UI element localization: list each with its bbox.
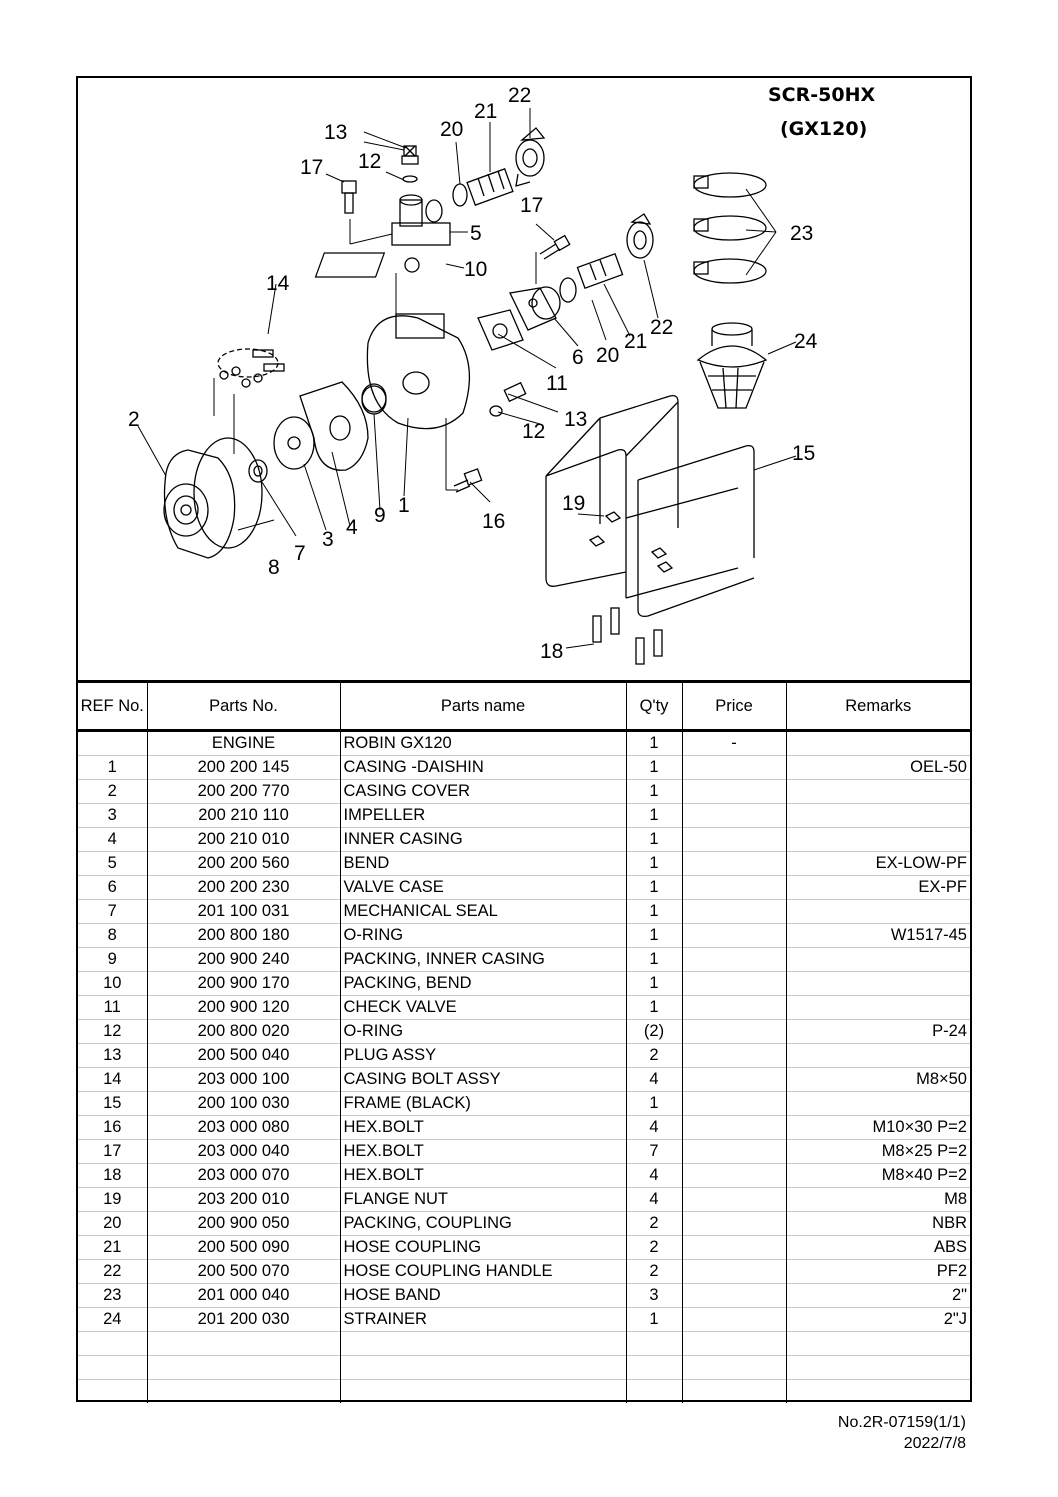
packing-ring-icon bbox=[453, 184, 467, 206]
cell-parts-name: FRAME (BLACK) bbox=[340, 1092, 626, 1116]
cell-parts-no: 200 900 240 bbox=[147, 948, 340, 972]
cell-parts-name: BEND bbox=[340, 852, 626, 876]
cell-ref-no: 8 bbox=[78, 924, 147, 948]
cell-price bbox=[682, 1164, 786, 1188]
cell-price bbox=[682, 804, 786, 828]
casing-bolt-assy-icon bbox=[218, 349, 284, 387]
table-row bbox=[78, 828, 970, 852]
cell-remarks: M8×25 P=2 bbox=[786, 1140, 970, 1164]
col-remarks: Remarks bbox=[786, 682, 970, 731]
cell-remarks: M8×40 P=2 bbox=[786, 1164, 970, 1188]
cell-price bbox=[682, 876, 786, 900]
cell-price bbox=[682, 1068, 786, 1092]
cell-ref-no: 13 bbox=[78, 1044, 147, 1068]
cell-parts-name: PLUG ASSY bbox=[340, 1044, 626, 1068]
cell-price bbox=[682, 1236, 786, 1260]
cell-qty: 1 bbox=[626, 780, 682, 804]
cell-ref-no: 15 bbox=[78, 1092, 147, 1116]
callout-2: 2 bbox=[128, 408, 140, 431]
table-row bbox=[78, 1356, 970, 1380]
col-parts-no: Parts No. bbox=[147, 682, 340, 731]
cell-ref-no: 19 bbox=[78, 1188, 147, 1212]
cell-parts-name bbox=[340, 1380, 626, 1404]
table-row bbox=[78, 780, 970, 804]
callout-13-top: 13 bbox=[324, 121, 348, 144]
cell-qty: 1 bbox=[626, 972, 682, 996]
cell-remarks: EX-PF bbox=[786, 876, 970, 900]
cell-parts-name: HOSE BAND bbox=[340, 1284, 626, 1308]
cell-ref-no: 1 bbox=[78, 756, 147, 780]
cell-parts-name bbox=[340, 1332, 626, 1356]
callout-24: 24 bbox=[794, 330, 818, 353]
packing-ring-icon bbox=[362, 384, 386, 412]
callout-8: 8 bbox=[268, 556, 280, 579]
cell-parts-name: CASING -DAISHIN bbox=[340, 756, 626, 780]
cell-qty: 2 bbox=[626, 1212, 682, 1236]
cell-parts-no: 200 800 180 bbox=[147, 924, 340, 948]
cell-remarks: M8 bbox=[786, 1188, 970, 1212]
callout-11: 11 bbox=[546, 372, 568, 395]
cell-parts-name: PACKING, INNER CASING bbox=[340, 948, 626, 972]
o-ring-icon bbox=[194, 438, 262, 548]
valve-case-icon bbox=[510, 287, 560, 330]
table-row bbox=[78, 1284, 970, 1308]
cell-parts-no: 200 100 030 bbox=[147, 1092, 340, 1116]
cell-parts-name: VALVE CASE bbox=[340, 876, 626, 900]
cell-price bbox=[682, 948, 786, 972]
cell-qty: (2) bbox=[626, 1020, 682, 1044]
cell-qty: 1 bbox=[626, 948, 682, 972]
callout-5: 5 bbox=[470, 222, 482, 245]
cell-parts-name: CASING BOLT ASSY bbox=[340, 1068, 626, 1092]
cell-price bbox=[682, 924, 786, 948]
cell-remarks bbox=[786, 900, 970, 924]
cell-price bbox=[682, 828, 786, 852]
table-row bbox=[78, 996, 970, 1020]
cell-remarks bbox=[786, 1356, 970, 1380]
cell-parts-no bbox=[147, 1356, 340, 1380]
cell-ref-no bbox=[78, 731, 147, 756]
table-row bbox=[78, 804, 970, 828]
casing-cover-icon bbox=[164, 450, 235, 558]
callout-21-top: 21 bbox=[474, 100, 498, 123]
cell-qty: 4 bbox=[626, 1188, 682, 1212]
col-qty: Q'ty bbox=[626, 682, 682, 731]
cell-remarks bbox=[786, 1092, 970, 1116]
table-row bbox=[78, 1236, 970, 1260]
parts-table bbox=[78, 680, 970, 1403]
table-row bbox=[78, 1116, 970, 1140]
table-row bbox=[78, 924, 970, 948]
callout-13-lower: 13 bbox=[564, 408, 588, 431]
cell-qty: 4 bbox=[626, 1164, 682, 1188]
cell-remarks bbox=[786, 828, 970, 852]
cell-ref-no: 6 bbox=[78, 876, 147, 900]
cell-remarks: 2"J bbox=[786, 1308, 970, 1332]
document-date: 2022/7/8 bbox=[903, 1435, 966, 1452]
cell-parts-name: CASING COVER bbox=[340, 780, 626, 804]
hex-bolt-icon bbox=[540, 236, 570, 259]
cell-parts-no: 200 200 145 bbox=[147, 756, 340, 780]
cell-remarks bbox=[786, 731, 970, 756]
callout-12-top: 12 bbox=[358, 150, 382, 173]
cell-remarks: W1517-45 bbox=[786, 924, 970, 948]
check-valve-icon bbox=[478, 310, 523, 350]
cell-qty: 1 bbox=[626, 924, 682, 948]
table-row bbox=[78, 852, 970, 876]
cell-price bbox=[682, 1308, 786, 1332]
cell-remarks bbox=[786, 1044, 970, 1068]
cell-parts-no: 201 200 030 bbox=[147, 1308, 340, 1332]
hose-coupling-icon bbox=[467, 169, 513, 205]
callout-12-lower: 12 bbox=[522, 420, 546, 443]
cell-parts-name: O-RING bbox=[340, 1020, 626, 1044]
cell-parts-name: HEX.BOLT bbox=[340, 1140, 626, 1164]
cell-parts-no: 200 900 170 bbox=[147, 972, 340, 996]
cell-price bbox=[682, 1020, 786, 1044]
cell-remarks bbox=[786, 948, 970, 972]
cell-price bbox=[682, 1044, 786, 1068]
cell-ref-no: 11 bbox=[78, 996, 147, 1020]
plug-icon bbox=[490, 383, 526, 416]
cell-price bbox=[682, 756, 786, 780]
cell-parts-no: 203 200 010 bbox=[147, 1188, 340, 1212]
cell-qty bbox=[626, 1380, 682, 1404]
cell-price bbox=[682, 1332, 786, 1356]
exploded-diagram bbox=[78, 78, 970, 680]
table-header-row bbox=[78, 682, 970, 731]
callout-21-right: 21 bbox=[624, 330, 648, 353]
table-row bbox=[78, 948, 970, 972]
cell-price bbox=[682, 1284, 786, 1308]
callout-19: 19 bbox=[562, 492, 586, 515]
cell-price bbox=[682, 1212, 786, 1236]
cell-parts-no: 201 100 031 bbox=[147, 900, 340, 924]
cell-parts-name: HEX.BOLT bbox=[340, 1116, 626, 1140]
cell-ref-no: 20 bbox=[78, 1212, 147, 1236]
callout-22-top: 22 bbox=[508, 84, 532, 107]
cell-parts-no: 200 900 050 bbox=[147, 1212, 340, 1236]
cell-qty: 1 bbox=[626, 828, 682, 852]
cell-price bbox=[682, 780, 786, 804]
table-row bbox=[78, 1044, 970, 1068]
cell-ref-no: 14 bbox=[78, 1068, 147, 1092]
document-number: No.2R-07159(1/1) bbox=[837, 1414, 966, 1431]
cell-parts-no: 200 800 020 bbox=[147, 1020, 340, 1044]
table-row bbox=[78, 1332, 970, 1356]
document-footer bbox=[838, 1412, 966, 1454]
cell-remarks bbox=[786, 1380, 970, 1404]
callout-6: 6 bbox=[572, 346, 584, 369]
cell-ref-no: 17 bbox=[78, 1140, 147, 1164]
callout-4: 4 bbox=[346, 516, 358, 539]
strainer-icon bbox=[698, 323, 766, 408]
cell-qty: 1 bbox=[626, 996, 682, 1020]
table-row bbox=[78, 731, 970, 756]
cell-parts-no: 200 200 560 bbox=[147, 852, 340, 876]
cell-qty: 7 bbox=[626, 1140, 682, 1164]
table-row bbox=[78, 900, 970, 924]
coupling-handle-icon bbox=[627, 214, 653, 258]
cell-remarks: M10×30 P=2 bbox=[786, 1116, 970, 1140]
engine-subtitle: (GX120) bbox=[780, 118, 868, 140]
cell-price bbox=[682, 900, 786, 924]
cell-qty: 2 bbox=[626, 1044, 682, 1068]
impeller-icon bbox=[274, 417, 314, 469]
cell-qty: 1 bbox=[626, 1092, 682, 1116]
cell-ref-no: 9 bbox=[78, 948, 147, 972]
hex-bolt-icon bbox=[593, 608, 662, 664]
cell-ref-no: 24 bbox=[78, 1308, 147, 1332]
cell-parts-no: 200 200 770 bbox=[147, 780, 340, 804]
cell-parts-name: INNER CASING bbox=[340, 828, 626, 852]
cell-qty bbox=[626, 1356, 682, 1380]
cell-qty: 1 bbox=[626, 876, 682, 900]
cell-remarks: 2" bbox=[786, 1284, 970, 1308]
cell-ref-no: 4 bbox=[78, 828, 147, 852]
cell-ref-no: 10 bbox=[78, 972, 147, 996]
cell-parts-no: 203 000 080 bbox=[147, 1116, 340, 1140]
pump-exploded-drawing bbox=[78, 78, 970, 680]
cell-parts-name: HOSE COUPLING bbox=[340, 1236, 626, 1260]
cell-qty: 2 bbox=[626, 1236, 682, 1260]
hex-bolt-icon bbox=[454, 469, 482, 492]
callout-20-right: 20 bbox=[596, 344, 620, 367]
callout-16: 16 bbox=[482, 510, 506, 533]
cell-ref-no bbox=[78, 1356, 147, 1380]
cell-price bbox=[682, 1188, 786, 1212]
cell-parts-name: MECHANICAL SEAL bbox=[340, 900, 626, 924]
cell-price bbox=[682, 1356, 786, 1380]
callout-15: 15 bbox=[792, 442, 816, 465]
cell-price bbox=[682, 1116, 786, 1140]
cell-parts-name: ROBIN GX120 bbox=[340, 731, 626, 756]
table-row bbox=[78, 1308, 970, 1332]
cell-ref-no: 16 bbox=[78, 1116, 147, 1140]
cell-parts-no: 200 210 010 bbox=[147, 828, 340, 852]
cell-ref-no: 21 bbox=[78, 1236, 147, 1260]
cell-price bbox=[682, 1380, 786, 1404]
cell-remarks: NBR bbox=[786, 1212, 970, 1236]
cell-remarks: EX-LOW-PF bbox=[786, 852, 970, 876]
cell-remarks bbox=[786, 1332, 970, 1356]
cell-parts-name bbox=[340, 1356, 626, 1380]
table-row bbox=[78, 1140, 970, 1164]
cell-parts-name: STRAINER bbox=[340, 1308, 626, 1332]
callout-17-left: 17 bbox=[300, 156, 324, 179]
cell-parts-no: 200 210 110 bbox=[147, 804, 340, 828]
plug-icon bbox=[402, 146, 418, 182]
model-title: SCR-50HX bbox=[768, 84, 876, 106]
table-row bbox=[78, 876, 970, 900]
table-row bbox=[78, 972, 970, 996]
table-row bbox=[78, 1092, 970, 1116]
table-row bbox=[78, 1068, 970, 1092]
cell-ref-no: 23 bbox=[78, 1284, 147, 1308]
cell-parts-no: 203 000 100 bbox=[147, 1068, 340, 1092]
cell-price bbox=[682, 852, 786, 876]
cell-remarks: ABS bbox=[786, 1236, 970, 1260]
callout-17-right: 17 bbox=[520, 194, 544, 217]
cell-price bbox=[682, 996, 786, 1020]
cell-parts-name: HOSE COUPLING HANDLE bbox=[340, 1260, 626, 1284]
cell-remarks bbox=[786, 804, 970, 828]
hose-band-icon bbox=[694, 216, 766, 240]
cell-parts-no: 200 900 120 bbox=[147, 996, 340, 1020]
cell-parts-no: ENGINE bbox=[147, 731, 340, 756]
cell-qty: 1 bbox=[626, 1308, 682, 1332]
callout-20-top: 20 bbox=[440, 118, 464, 141]
cell-parts-no bbox=[147, 1380, 340, 1404]
cell-ref-no: 5 bbox=[78, 852, 147, 876]
hose-coupling-icon bbox=[577, 254, 622, 288]
mechanical-seal-icon bbox=[249, 460, 267, 482]
callout-1: 1 bbox=[398, 494, 410, 517]
cell-parts-no: 200 200 230 bbox=[147, 876, 340, 900]
col-ref-no: REF No. bbox=[78, 682, 147, 731]
callout-10: 10 bbox=[464, 258, 488, 281]
cell-ref-no: 7 bbox=[78, 900, 147, 924]
cell-parts-name: CHECK VALVE bbox=[340, 996, 626, 1020]
cell-qty: 4 bbox=[626, 1116, 682, 1140]
packing-ring-icon bbox=[560, 278, 576, 302]
cell-qty: 2 bbox=[626, 1260, 682, 1284]
cell-qty: 1 bbox=[626, 852, 682, 876]
hex-bolt-icon bbox=[342, 181, 356, 213]
table-row bbox=[78, 1020, 970, 1044]
cell-parts-name: O-RING bbox=[340, 924, 626, 948]
cell-ref-no: 12 bbox=[78, 1020, 147, 1044]
cell-parts-name: PACKING, BEND bbox=[340, 972, 626, 996]
cell-ref-no: 18 bbox=[78, 1164, 147, 1188]
table-row bbox=[78, 756, 970, 780]
cell-qty bbox=[626, 1332, 682, 1356]
cell-price bbox=[682, 1260, 786, 1284]
cell-ref-no bbox=[78, 1380, 147, 1404]
flange-nut-icon bbox=[590, 512, 672, 572]
cell-qty: 4 bbox=[626, 1068, 682, 1092]
cell-ref-no bbox=[78, 1332, 147, 1356]
cell-parts-name: HEX.BOLT bbox=[340, 1164, 626, 1188]
col-parts-name: Parts name bbox=[340, 682, 626, 731]
cell-parts-name: PACKING, COUPLING bbox=[340, 1212, 626, 1236]
cell-qty: 1 bbox=[626, 756, 682, 780]
callout-3: 3 bbox=[322, 528, 334, 551]
cell-remarks: OEL-50 bbox=[786, 756, 970, 780]
cell-parts-no bbox=[147, 1332, 340, 1356]
callout-23: 23 bbox=[790, 222, 814, 245]
cell-ref-no: 3 bbox=[78, 804, 147, 828]
cell-ref-no: 22 bbox=[78, 1260, 147, 1284]
table-row bbox=[78, 1164, 970, 1188]
table-row bbox=[78, 1188, 970, 1212]
table-row bbox=[78, 1260, 970, 1284]
callout-7: 7 bbox=[294, 542, 306, 565]
col-price: Price bbox=[682, 682, 786, 731]
cell-price bbox=[682, 972, 786, 996]
cell-parts-no: 200 500 090 bbox=[147, 1236, 340, 1260]
cell-parts-no: 200 500 040 bbox=[147, 1044, 340, 1068]
cell-remarks bbox=[786, 972, 970, 996]
cell-remarks: PF2 bbox=[786, 1260, 970, 1284]
cell-parts-no: 203 000 070 bbox=[147, 1164, 340, 1188]
callout-18: 18 bbox=[540, 640, 564, 663]
cell-remarks bbox=[786, 780, 970, 804]
cell-remarks bbox=[786, 996, 970, 1020]
cell-price: - bbox=[682, 731, 786, 756]
table-row bbox=[78, 1380, 970, 1404]
cell-price bbox=[682, 1140, 786, 1164]
cell-remarks: M8×50 bbox=[786, 1068, 970, 1092]
packing-bend-icon bbox=[316, 253, 419, 277]
hose-band-icon bbox=[694, 173, 766, 197]
callout-14: 14 bbox=[266, 272, 290, 295]
cell-parts-no: 200 500 070 bbox=[147, 1260, 340, 1284]
cell-ref-no: 2 bbox=[78, 780, 147, 804]
cell-qty: 1 bbox=[626, 731, 682, 756]
cell-parts-name: IMPELLER bbox=[340, 804, 626, 828]
cell-remarks: P-24 bbox=[786, 1020, 970, 1044]
table-row bbox=[78, 1212, 970, 1236]
bend-icon bbox=[392, 195, 450, 245]
cell-qty: 3 bbox=[626, 1284, 682, 1308]
callout-9: 9 bbox=[374, 504, 386, 527]
cell-parts-name: FLANGE NUT bbox=[340, 1188, 626, 1212]
cell-qty: 1 bbox=[626, 900, 682, 924]
cell-parts-no: 201 000 040 bbox=[147, 1284, 340, 1308]
parts-list-sheet bbox=[76, 76, 972, 1402]
callout-22-right: 22 bbox=[650, 316, 674, 339]
cell-price bbox=[682, 1092, 786, 1116]
cell-parts-no: 203 000 040 bbox=[147, 1140, 340, 1164]
cell-qty: 1 bbox=[626, 804, 682, 828]
